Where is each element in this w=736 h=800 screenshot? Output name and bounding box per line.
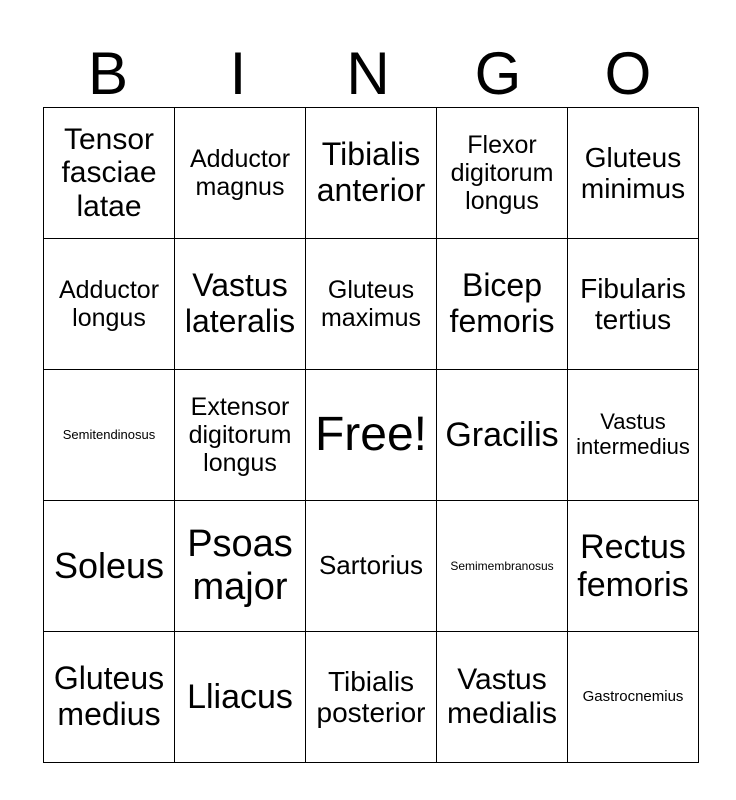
bingo-cell[interactable]	[44, 370, 175, 501]
board-row	[44, 632, 699, 763]
bingo-cell[interactable]	[306, 501, 437, 632]
bingo-cell[interactable]	[175, 501, 306, 632]
bingo-cell[interactable]	[306, 239, 437, 370]
bingo-cell[interactable]	[437, 239, 568, 370]
bingo-cell[interactable]	[44, 108, 175, 239]
cell-label: Tibialis posterior	[316, 665, 426, 728]
bingo-cell[interactable]	[44, 239, 175, 370]
free-space-cell[interactable]	[306, 370, 437, 501]
bingo-cell[interactable]	[175, 239, 306, 370]
cell-label: Lliacus	[187, 677, 293, 716]
cell-label: Vastus medialis	[446, 663, 558, 730]
cell-label: Gracilis	[445, 415, 559, 454]
bingo-cell[interactable]	[568, 632, 699, 763]
cell-label: Bicep femoris	[449, 267, 555, 339]
cell-label: Adductor magnus	[189, 145, 291, 201]
cell-label: Psoas major	[187, 523, 293, 608]
board-row	[44, 108, 699, 239]
cell-label: Tibialis anterior	[316, 136, 426, 208]
bingo-cell[interactable]	[568, 239, 699, 370]
bingo-cell[interactable]	[306, 632, 437, 763]
cell-label: Fibularis tertius	[580, 272, 686, 335]
header-letter-i: I	[229, 40, 247, 107]
board-row	[44, 501, 699, 632]
bingo-header	[43, 40, 693, 108]
cell-label: Rectus femoris	[577, 527, 689, 604]
header-letter-o: O	[604, 40, 652, 107]
cell-label: Gluteus minimus	[580, 141, 686, 204]
bingo-cell[interactable]	[175, 108, 306, 239]
cell-label: Tensor fasciae latae	[61, 122, 157, 223]
bingo-board	[43, 107, 699, 763]
cell-label: Adductor longus	[58, 276, 160, 332]
bingo-cell[interactable]	[437, 501, 568, 632]
bingo-cell[interactable]	[44, 501, 175, 632]
bingo-cell[interactable]	[306, 108, 437, 239]
cell-label: Gastrocnemius	[582, 688, 684, 706]
cell-label: Vastus intermedius	[576, 409, 690, 459]
bingo-cell[interactable]	[437, 370, 568, 501]
bingo-cell[interactable]	[568, 108, 699, 239]
cell-label: Free!	[314, 408, 428, 462]
cell-label: Vastus lateralis	[184, 267, 296, 339]
cell-label: Flexor digitorum longus	[450, 131, 554, 215]
bingo-cell[interactable]	[568, 501, 699, 632]
board-row	[44, 239, 699, 370]
cell-label: Extensor digitorum longus	[188, 393, 292, 477]
cell-label: Semitendinosus	[62, 427, 156, 443]
bingo-cell[interactable]	[437, 108, 568, 239]
bingo-cell[interactable]	[175, 632, 306, 763]
cell-label: Gluteus maximus	[320, 276, 421, 332]
cell-label: Soleus	[53, 544, 165, 586]
bingo-cell[interactable]	[175, 370, 306, 501]
bingo-cell[interactable]	[568, 370, 699, 501]
cell-label: Sartorius	[318, 550, 424, 581]
header-letter-g: G	[474, 40, 522, 107]
cell-label: Gluteus medius	[53, 660, 165, 732]
board-row	[44, 370, 699, 501]
bingo-cell[interactable]	[44, 632, 175, 763]
bingo-cell[interactable]	[437, 632, 568, 763]
cell-label: Semimembranosus	[450, 559, 554, 574]
header-letter-b: B	[87, 40, 129, 107]
header-letter-n: N	[346, 40, 390, 107]
